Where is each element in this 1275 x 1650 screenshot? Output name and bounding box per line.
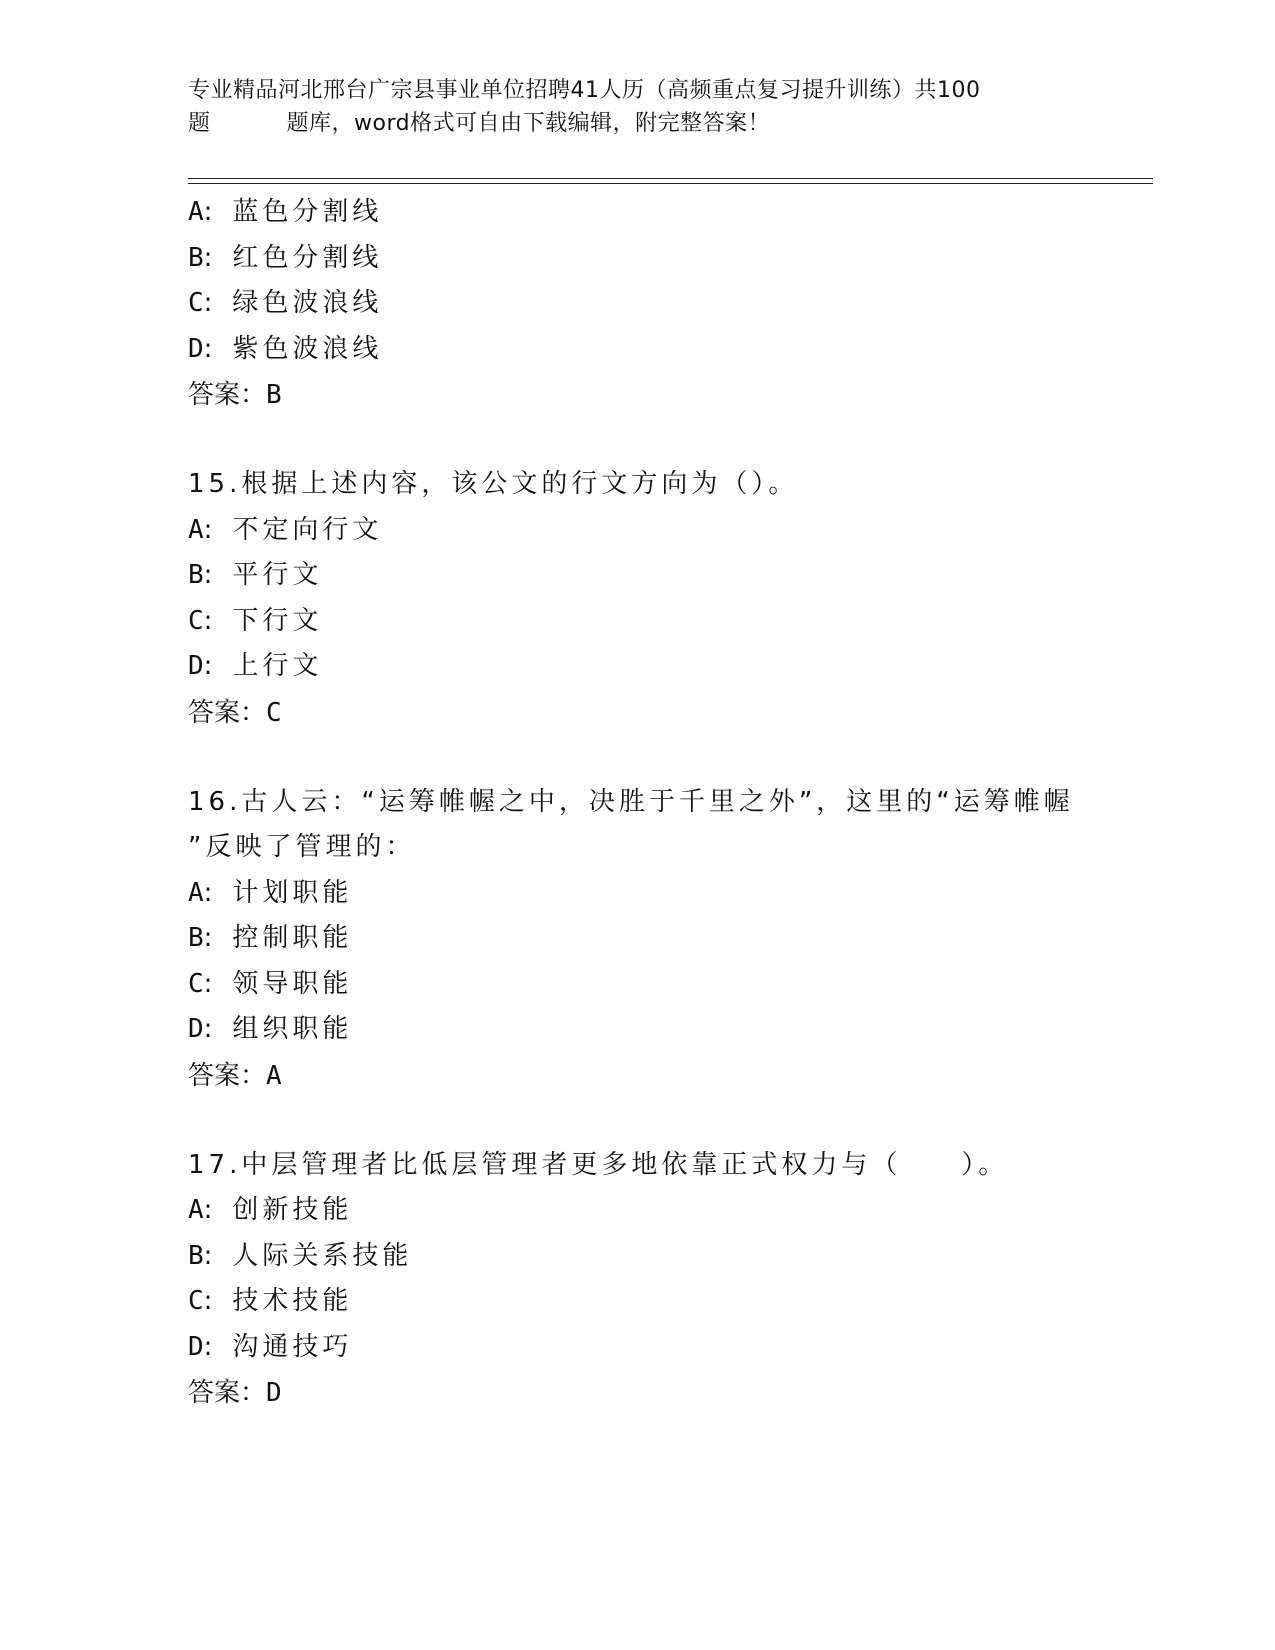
header-divider-bottom [188, 183, 1153, 184]
answer-line: 答案：D [188, 1378, 282, 1408]
option-b: B: 控制职能 [188, 923, 353, 953]
header-divider-top [188, 178, 1153, 179]
option-d: D: 组织职能 [188, 1014, 353, 1044]
question-list [188, 190, 1148, 1416]
option-b: B: 平行文 [188, 560, 323, 590]
document-header [188, 74, 1088, 140]
question-block-14 [188, 190, 1148, 418]
question-block-16 [188, 780, 1148, 1099]
option-d: D: 上行文 [188, 651, 323, 681]
header-title-line-2 [188, 107, 1088, 140]
option-d: D: 沟通技巧 [188, 1331, 353, 1362]
header-title-line-1: 专业精品河北邢台广宗县事业单位招聘41人历（高频重点复习提升训练）共100 [188, 78, 981, 103]
question-block-15 [188, 462, 1148, 736]
option-a: A: 创新技能 [188, 1195, 353, 1225]
option-c: C: 技术技能 [188, 1286, 353, 1316]
question-text: 15.根据上述内容，该公文的行文方向为（）。 [188, 469, 799, 499]
answer-line: 答案：A [188, 1060, 282, 1091]
option-b: B: 人际关系技能 [188, 1240, 413, 1271]
answer-line: 答案：B [188, 380, 282, 410]
option-b: B: 红色分割线 [188, 242, 383, 273]
option-c: C: 下行文 [188, 605, 323, 636]
option-a: A: 计划职能 [188, 877, 353, 908]
header-title-line-2-left: 题 [188, 111, 211, 136]
option-c: C: 领导职能 [188, 968, 353, 999]
option-a: A: 不定向行文 [188, 514, 383, 545]
option-a: A: 蓝色分割线 [188, 197, 383, 227]
option-d: D: 紫色波浪线 [188, 333, 383, 364]
question-block-17 [188, 1143, 1148, 1417]
header-title-line-2-right: 题库，word格式可自由下载编辑，附完整答案！ [286, 111, 771, 136]
question-text: 17.中层管理者比低层管理者更多地依靠正式权力与（ ）。 [188, 1149, 1009, 1180]
question-text-line-1: 16.古人云：“运筹帷幄之中，决胜于千里之外”，这里的“运筹帷幄 [188, 786, 1074, 817]
answer-line: 答案：C [188, 697, 282, 728]
option-c: C: 绿色波浪线 [188, 288, 383, 318]
question-text-line-2: ”反映了管理的： [188, 832, 416, 862]
